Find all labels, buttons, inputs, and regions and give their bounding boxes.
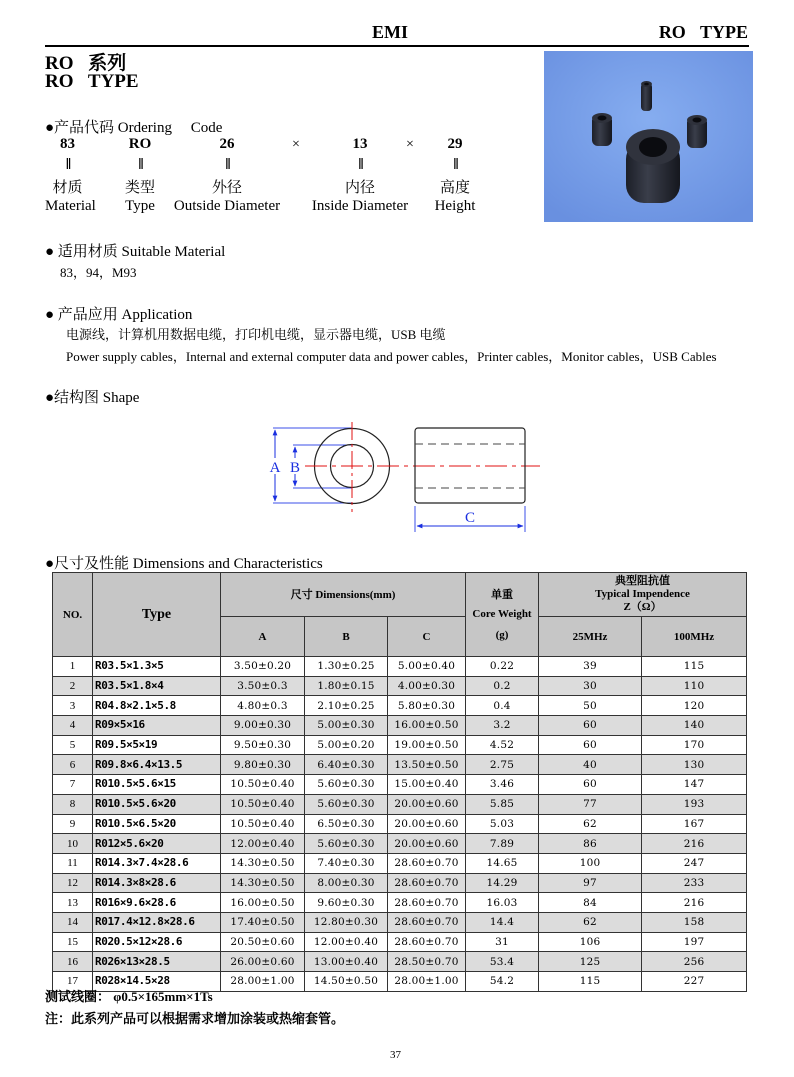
impedance-100mhz-cell: 147 (642, 775, 747, 795)
row-number: 16 (53, 952, 93, 972)
dim-b-cell: 13.00±0.40 (305, 952, 388, 972)
weight-cell: 0.2 (466, 676, 539, 696)
impedance-100mhz-cell: 197 (642, 932, 747, 952)
type-cell: R04.8×2.1×5.8 (93, 696, 221, 716)
application-text-cn: 电源线，计算机用数据电缆，打印机电缆，显示器电缆，USB 电缆 (66, 327, 446, 342)
header-series: RO TYPE (658, 22, 748, 42)
dim-b-cell: 6.40±0.30 (305, 755, 388, 775)
type-cell: R026×13×28.5 (93, 952, 221, 972)
dim-a-cell: 16.00±0.50 (221, 893, 305, 913)
impedance-100mhz-cell: 216 (642, 834, 747, 854)
application-heading: ● 产品应用 Application (45, 307, 193, 323)
code-label-cn: 内径 (344, 180, 375, 196)
dim-a-cell: 4.80±0.3 (221, 696, 305, 716)
row-number: 8 (53, 794, 93, 814)
dim-c-cell: 13.50±0.50 (388, 755, 466, 775)
dim-a-cell: 20.50±0.60 (221, 932, 305, 952)
ferrite-cores-image (544, 51, 753, 222)
impedance-25mhz-cell: 39 (539, 657, 642, 677)
table-row (53, 676, 747, 696)
row-number: 14 (53, 912, 93, 932)
dim-a-cell: 26.00±0.60 (221, 952, 305, 972)
table-row (53, 912, 747, 932)
table-row (53, 834, 747, 854)
header-impedance-unit: Z（Ω） (623, 601, 662, 613)
dim-a-cell: 3.50±0.20 (221, 657, 305, 677)
code-label-en: Inside Diameter (311, 198, 409, 214)
header-dimensions: 尺寸 Dimensions(mm) (221, 573, 466, 617)
header-divider (45, 45, 749, 47)
table-row (53, 755, 747, 775)
code-type (120, 136, 160, 215)
dim-a-cell: 28.00±1.00 (221, 972, 305, 992)
weight-cell: 16.03 (466, 893, 539, 913)
impedance-100mhz-cell: 227 (642, 972, 747, 992)
weight-cell: 2.75 (466, 755, 539, 775)
label-b: B (289, 460, 301, 476)
type-cell: R010.5×6.5×20 (93, 814, 221, 834)
code-outside-diameter (168, 136, 286, 215)
table-row (53, 814, 747, 834)
impedance-25mhz-cell: 106 (539, 932, 642, 952)
type-cell: R09.5×5×19 (93, 735, 221, 755)
table-row (53, 893, 747, 913)
header-impedance-cn: 典型阻抗值 (615, 575, 671, 587)
dim-a-cell: 3.50±0.3 (221, 676, 305, 696)
dimensions-table (52, 572, 747, 992)
impedance-100mhz-cell: 120 (642, 696, 747, 716)
series-title-en: RO TYPE (45, 71, 139, 92)
impedance-25mhz-cell: 50 (539, 696, 642, 716)
row-number: 15 (53, 932, 93, 952)
type-cell: R03.5×1.8×4 (93, 676, 221, 696)
table-row (53, 952, 747, 972)
row-number: 11 (53, 853, 93, 873)
table-row (53, 794, 747, 814)
row-number: 9 (53, 814, 93, 834)
weight-cell: 5.03 (466, 814, 539, 834)
table-row (53, 873, 747, 893)
code-label-en: Type (125, 198, 155, 214)
header-25mhz: 25MHz (539, 617, 642, 657)
row-number: 12 (53, 873, 93, 893)
header-no: NO. (53, 573, 93, 657)
dim-c-cell: 28.60±0.70 (388, 932, 466, 952)
shape-heading: ●结构图 Shape (45, 390, 140, 406)
dim-a-cell: 14.30±0.50 (221, 853, 305, 873)
dim-a-cell: 17.40±0.50 (221, 912, 305, 932)
impedance-25mhz-cell: 60 (539, 735, 642, 755)
side-view (415, 428, 525, 532)
dim-b-cell: 6.50±0.30 (305, 814, 388, 834)
header-b: B (305, 617, 388, 657)
impedance-100mhz-cell: 115 (642, 657, 747, 677)
dim-c-cell: 28.60±0.70 (388, 853, 466, 873)
header-100mhz: 100MHz (642, 617, 747, 657)
row-number: 2 (53, 676, 93, 696)
row-number: 17 (53, 972, 93, 992)
row-number: 1 (53, 657, 93, 677)
impedance-25mhz-cell: 115 (539, 972, 642, 992)
series-title-cn: RO 系列 (45, 53, 127, 74)
times-symbol: × (406, 137, 414, 152)
code-inside-diameter (306, 136, 414, 215)
impedance-100mhz-cell: 167 (642, 814, 747, 834)
impedance-25mhz-cell: 62 (539, 814, 642, 834)
type-cell: R010.5×5.6×20 (93, 794, 221, 814)
equals-mark: ‖ (358, 156, 362, 173)
front-view (269, 422, 390, 512)
type-cell: R03.5×1.3×5 (93, 657, 221, 677)
row-number: 13 (53, 893, 93, 913)
code-label-cn: 高度 (439, 180, 470, 196)
code-value: 26 (219, 136, 235, 152)
dim-c-cell: 20.00±0.60 (388, 794, 466, 814)
impedance-100mhz-cell: 216 (642, 893, 747, 913)
dim-c-cell: 28.60±0.70 (388, 893, 466, 913)
header-impedance (539, 573, 747, 617)
code-value: 29 (447, 136, 463, 152)
code-label-en: Height (434, 198, 476, 214)
dim-a-cell: 10.50±0.40 (221, 814, 305, 834)
table-row (53, 775, 747, 795)
suitable-material-list: 83，94，M93 (60, 265, 137, 280)
impedance-100mhz-cell: 140 (642, 716, 747, 736)
type-cell: R012×5.6×20 (93, 834, 221, 854)
dim-c-cell: 20.00±0.60 (388, 834, 466, 854)
table-row (53, 716, 747, 736)
impedance-25mhz-cell: 86 (539, 834, 642, 854)
type-cell: R014.3×7.4×28.6 (93, 853, 221, 873)
impedance-25mhz-cell: 30 (539, 676, 642, 696)
impedance-25mhz-cell: 84 (539, 893, 642, 913)
dim-b-cell: 14.50±0.50 (305, 972, 388, 992)
table-row (53, 932, 747, 952)
weight-cell: 53.4 (466, 952, 539, 972)
impedance-100mhz-cell: 130 (642, 755, 747, 775)
impedance-100mhz-cell: 170 (642, 735, 747, 755)
dim-c-cell: 15.00±0.40 (388, 775, 466, 795)
dim-b-cell: 1.30±0.25 (305, 657, 388, 677)
row-number: 4 (53, 716, 93, 736)
suitable-material-heading: ● 适用材质 Suitable Material (45, 244, 226, 260)
dim-c-cell: 20.00±0.60 (388, 814, 466, 834)
header-title: EMI (372, 22, 408, 42)
header-weight-en: Core Weight (472, 608, 532, 620)
weight-cell: 14.29 (466, 873, 539, 893)
dim-a-cell: 9.50±0.30 (221, 735, 305, 755)
dim-b-cell: 7.40±0.30 (305, 853, 388, 873)
dim-b-cell: 5.00±0.30 (305, 716, 388, 736)
weight-cell: 4.52 (466, 735, 539, 755)
dim-a-cell: 14.30±0.50 (221, 873, 305, 893)
header-weight-unit: (g) (495, 629, 509, 641)
impedance-25mhz-cell: 60 (539, 716, 642, 736)
type-cell: R014.3×8×28.6 (93, 873, 221, 893)
dim-c-cell: 5.80±0.30 (388, 696, 466, 716)
dim-b-cell: 12.80±0.30 (305, 912, 388, 932)
dim-c-cell: 16.00±0.50 (388, 716, 466, 736)
dimensions-heading: ●尺寸及性能 Dimensions and Characteristics (45, 556, 323, 572)
dim-b-cell: 2.10±0.25 (305, 696, 388, 716)
structure-diagram (260, 420, 550, 535)
application-text-en: Power supply cables，Internal and external computer data and power cables，Printer cables，Monitor cables，USB Cables (66, 349, 717, 364)
type-cell: R017.4×12.8×28.6 (93, 912, 221, 932)
impedance-25mhz-cell: 40 (539, 755, 642, 775)
dim-c-cell: 28.00±1.00 (388, 972, 466, 992)
page-number: 37 (390, 1049, 401, 1061)
table-row (53, 696, 747, 716)
equals-mark: ‖ (225, 156, 229, 173)
equals-mark: ‖ (65, 156, 70, 173)
code-value: 83 (60, 136, 75, 152)
dim-a-cell: 10.50±0.40 (221, 794, 305, 814)
label-c: C (464, 510, 476, 526)
table-row (53, 853, 747, 873)
remark-note: 注：此系列产品可以根据需求增加涂装或热缩套管。 (45, 1011, 345, 1026)
dim-b-cell: 5.60±0.30 (305, 794, 388, 814)
header-a: A (221, 617, 305, 657)
row-number: 5 (53, 735, 93, 755)
dim-c-cell: 28.50±0.70 (388, 952, 466, 972)
impedance-100mhz-cell: 110 (642, 676, 747, 696)
header-c: C (388, 617, 466, 657)
dim-b-cell: 8.00±0.30 (305, 873, 388, 893)
impedance-25mhz-cell: 125 (539, 952, 642, 972)
weight-cell: 0.22 (466, 657, 539, 677)
dim-c-cell: 28.60±0.70 (388, 912, 466, 932)
dim-a-cell: 12.00±0.40 (221, 834, 305, 854)
row-number: 7 (53, 775, 93, 795)
dim-c-cell: 28.60±0.70 (388, 873, 466, 893)
weight-cell: 0.4 (466, 696, 539, 716)
row-number: 10 (53, 834, 93, 854)
type-cell: R09.8×6.4×13.5 (93, 755, 221, 775)
dim-c-cell: 4.00±0.30 (388, 676, 466, 696)
code-label-en: Outside Diameter (173, 198, 281, 214)
dim-b-cell: 5.60±0.30 (305, 834, 388, 854)
dim-c-cell: 19.00±0.50 (388, 735, 466, 755)
type-cell: R010.5×5.6×15 (93, 775, 221, 795)
impedance-100mhz-cell: 256 (642, 952, 747, 972)
dim-b-cell: 5.60±0.30 (305, 775, 388, 795)
impedance-25mhz-cell: 62 (539, 912, 642, 932)
impedance-100mhz-cell: 233 (642, 873, 747, 893)
header-weight (466, 573, 539, 657)
dim-a-cell: 10.50±0.40 (221, 775, 305, 795)
dim-b-cell: 1.80±0.15 (305, 676, 388, 696)
weight-cell: 31 (466, 932, 539, 952)
code-label-cn: 外径 (211, 180, 242, 196)
weight-cell: 14.4 (466, 912, 539, 932)
type-cell: R020.5×12×28.6 (93, 932, 221, 952)
code-height (430, 136, 480, 215)
impedance-100mhz-cell: 158 (642, 912, 747, 932)
weight-cell: 3.46 (466, 775, 539, 795)
times-symbol: × (292, 137, 300, 152)
type-cell: R028×14.5×28 (93, 972, 221, 992)
header-type: Type (93, 573, 221, 657)
type-cell: R09×5×16 (93, 716, 221, 736)
dim-c-cell: 5.00±0.40 (388, 657, 466, 677)
impedance-25mhz-cell: 60 (539, 775, 642, 795)
weight-cell: 3.2 (466, 716, 539, 736)
code-label-cn: 材质 (52, 180, 83, 196)
equals-mark: ‖ (138, 156, 142, 173)
code-material (45, 136, 96, 215)
code-value: 13 (352, 136, 368, 152)
table-row (53, 735, 747, 755)
dim-a-cell: 9.00±0.30 (221, 716, 305, 736)
code-label-en: Material (45, 198, 96, 214)
equals-mark: ‖ (453, 156, 457, 173)
product-photo (544, 51, 753, 222)
weight-cell: 7.89 (466, 834, 539, 854)
weight-cell: 54.2 (466, 972, 539, 992)
impedance-25mhz-cell: 77 (539, 794, 642, 814)
header-weight-cn: 单重 (491, 589, 514, 601)
code-label-cn: 类型 (124, 180, 155, 196)
test-coil-note: 测试线圈： φ0.5×165mm×1Ts (45, 989, 213, 1004)
weight-cell: 14.65 (466, 853, 539, 873)
dim-b-cell: 12.00±0.40 (305, 932, 388, 952)
label-a: A (269, 460, 281, 476)
weight-cell: 5.85 (466, 794, 539, 814)
impedance-25mhz-cell: 97 (539, 873, 642, 893)
row-number: 6 (53, 755, 93, 775)
code-value: RO (128, 136, 152, 152)
dim-a-cell: 9.80±0.30 (221, 755, 305, 775)
row-number: 3 (53, 696, 93, 716)
header-impedance-en: Typical Impendence (595, 588, 690, 600)
type-cell: R016×9.6×28.6 (93, 893, 221, 913)
ordering-code-heading: ●产品代码 Ordering Code (45, 120, 223, 136)
impedance-100mhz-cell: 247 (642, 853, 747, 873)
dim-b-cell: 5.00±0.20 (305, 735, 388, 755)
impedance-25mhz-cell: 100 (539, 853, 642, 873)
impedance-100mhz-cell: 193 (642, 794, 747, 814)
table-row (53, 657, 747, 677)
dim-b-cell: 9.60±0.30 (305, 893, 388, 913)
